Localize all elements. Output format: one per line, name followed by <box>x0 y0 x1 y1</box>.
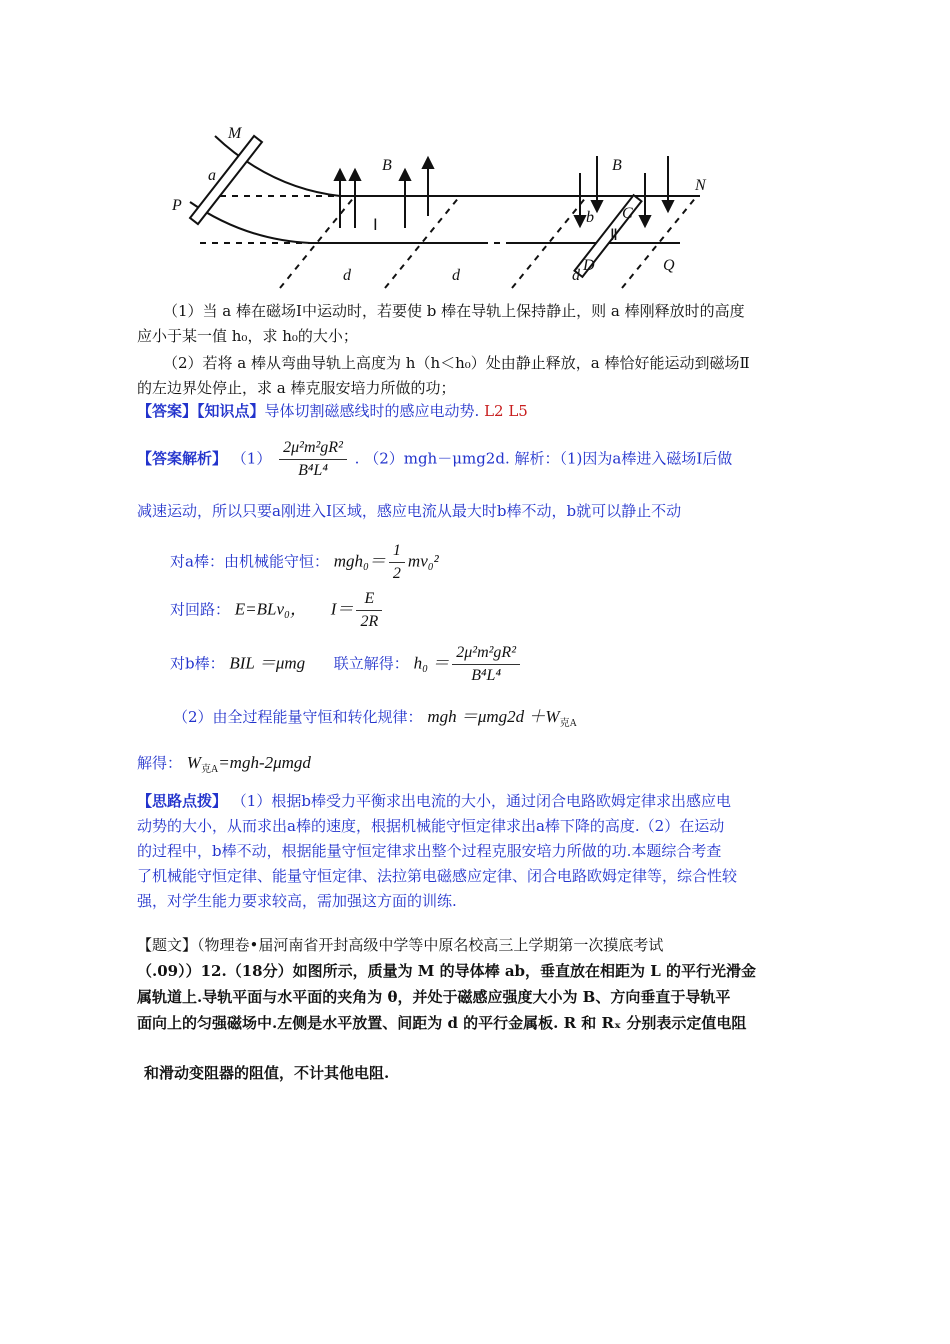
solve-2-label: 解得： <box>137 754 183 772</box>
analysis-part-1: （1） <box>231 449 272 468</box>
rod-b-line <box>170 642 523 687</box>
h0-denominator: B⁴L⁴ <box>471 667 501 684</box>
rail-magnetic-field-diagram <box>160 118 720 298</box>
half-fraction <box>389 540 405 585</box>
loop-eq-2-left: I＝ <box>330 599 354 619</box>
answer-tag: 【答案】【知识点】 <box>137 402 265 420</box>
rod-a-eq-left: mgh₀＝ <box>333 551 386 571</box>
answer-fraction-1-numerator: 2μ²m²gR² <box>279 437 347 460</box>
label-Q: Q <box>663 257 675 274</box>
label-D: D <box>583 257 595 274</box>
half-numerator: 1 <box>389 540 405 563</box>
analysis-line-1 <box>137 437 732 482</box>
label-N: N <box>695 177 706 194</box>
rod-a-label: 对a棒：由机械能守恒： <box>170 552 329 571</box>
solve-2-eq-right: =mgh-2μmgd <box>218 753 311 772</box>
rod-a <box>190 136 262 224</box>
label-C: C <box>622 205 633 222</box>
solve-2-line <box>137 752 311 781</box>
answer-fraction-1-denominator: B⁴L⁴ <box>298 462 328 479</box>
next-question-line-2: （.09））12.（18分）如图所示，质量为 M 的导体棒 ab，垂直放在相距为 L 的平行光滑金 <box>137 962 757 980</box>
label-a: a <box>208 167 216 184</box>
label-d1: d <box>343 267 351 284</box>
question-2-line-1: （2）若将 a 棒从弯曲导轨上高度为 h（h＜h₀）处由静止释放，a 棒恰好能运动到磁场Ⅱ <box>163 354 750 372</box>
answer-knowledge-point: 导体切割磁感线时的感应电动势. <box>264 402 480 420</box>
next-question-line-5: 和滑动变阻器的阻值，不计其他电阻. <box>144 1064 390 1082</box>
analysis-tag: 【答案解析】 <box>137 449 228 468</box>
h0-left: h₀ ＝ <box>413 653 450 673</box>
hint-line-4: 了机械能守恒定律、能量守恒定律、法拉第电磁感应定律、闭合电路欧姆定律等，综合性较 <box>137 867 738 885</box>
label-II: Ⅱ <box>610 227 618 244</box>
part-2-label: （2）由全过程能量守恒和转化规律： <box>173 708 423 726</box>
hint-tag: 【思路点拨】 <box>137 792 228 810</box>
label-d3: d <box>572 267 580 284</box>
current-denominator: 2R <box>360 613 379 630</box>
solve-2-eq-left: W <box>186 753 201 772</box>
rod-b-label: 对b棒： <box>170 654 225 673</box>
label-B2: B <box>612 157 622 174</box>
hint-line-3: 的过程中，b棒不动，根据能量守恒定律求出整个过程克服安培力所做的功.本题综合考查 <box>137 842 722 860</box>
current-numerator: E <box>356 588 382 611</box>
rod-a-eq-right: mv₀² <box>407 551 439 571</box>
label-d2: d <box>452 267 460 284</box>
rod-a-energy-line <box>170 540 439 585</box>
answer-fraction-1 <box>279 437 347 482</box>
label-B1: B <box>382 157 392 174</box>
analysis-part-2: . （2）mgh－μmg2d. 解析：（1)因为a棒进入磁场Ⅰ后做 <box>354 449 733 468</box>
part-2-eq: mgh ＝μmg2d ＋W <box>427 707 560 726</box>
hint-line-5: 强，对学生能力要求较高，需加强这方面的训练. <box>137 892 457 910</box>
analysis-line-2: 减速运动，所以只要a刚进入Ⅰ区域，感应电流从最大时b棒不动，b就可以静止不动 <box>137 502 682 520</box>
label-P: P <box>172 197 182 214</box>
half-denominator: 2 <box>392 565 401 582</box>
label-b: b <box>586 209 594 226</box>
h0-numerator: 2μ²m²gR² <box>452 642 520 665</box>
h0-fraction <box>452 642 520 687</box>
label-M: M <box>228 125 242 142</box>
next-question-line-3: 属轨道上.导轨平面与水平面的夹角为 θ，并处于磁感应强度大小为 B、方向垂直于导轨平 <box>137 988 731 1006</box>
solve-label: 联立解得： <box>333 654 409 673</box>
loop-eq-1: E=BLv₀， <box>234 599 307 619</box>
answer-line <box>137 400 528 422</box>
question-2-line-2: 的左边界处停止，求 a 棒克服安培力所做的功； <box>137 379 456 397</box>
hint-text-1: （1）根据b棒受力平衡求出电流的大小，通过闭合电路欧姆定律求出感应电 <box>231 792 731 810</box>
loop-label: 对回路： <box>170 600 231 619</box>
loop-line <box>170 588 385 633</box>
question-1-line-2: 应小于某一值 h₀，求 h₀的大小； <box>137 327 358 345</box>
part-2-energy-line <box>173 706 577 735</box>
rod-b-eq: BIL ＝μmg <box>229 653 306 673</box>
solve-2-eq-sub: 克A <box>200 764 219 775</box>
label-I: Ⅰ <box>373 217 378 234</box>
current-fraction <box>356 588 382 633</box>
next-question-line-1: 【题文】（物理卷•届河南省开封高级中学等中原名校高三上学期第一次摸底考试 <box>137 936 664 954</box>
hint-line-2: 动势的大小，从而求出a棒的速度，根据机械能守恒定律求出a棒下降的高度.（2）在运动 <box>137 817 725 835</box>
answer-codes: L2 L5 <box>484 402 528 420</box>
part-2-eq-sub: 克A <box>559 718 577 729</box>
hint-line-1 <box>137 790 731 812</box>
next-question-line-4: 面向上的匀强磁场中.左侧是水平放置、间距为 d 的平行金属板. R 和 Rₓ 分别表示定值电阻 <box>137 1014 747 1032</box>
question-1-line-1: （1）当 a 棒在磁场Ⅰ中运动时，若要使 b 棒在导轨上保持静止，则 a 棒刚释放时的高度 <box>163 302 745 320</box>
